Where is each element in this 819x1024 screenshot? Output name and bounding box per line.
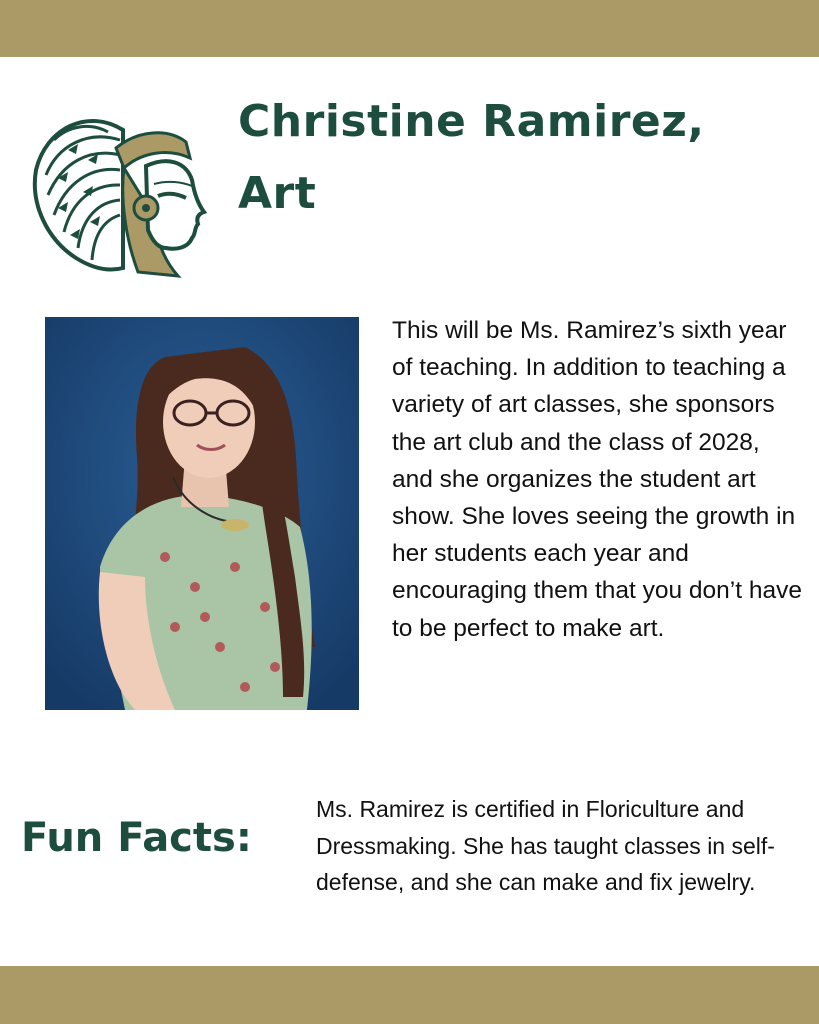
teacher-portrait-photo (45, 317, 359, 710)
bio-paragraph: This will be Ms. Ramirez’s sixth year of teaching. In addition to teaching a variety of art classes, she sponsors the art club and the class of 2028, and she organizes the student art show. She loves seeing the growth in her students each year and encouraging them that you don’t have to be perfect to make art. (392, 317, 802, 642)
title-subject-line: Art (238, 168, 317, 219)
fun-facts-heading: Fun Facts: (21, 815, 252, 861)
top-gold-band (0, 0, 819, 57)
fun-facts-text: Ms. Ramirez is certified in Floriculture and Dressmaking. She has taught classes in self-defense, and she can make and fix jewelry. (316, 796, 775, 895)
headdress-mascot-icon (28, 100, 208, 280)
page-title (238, 86, 818, 230)
bottom-gold-band (0, 966, 819, 1024)
title-name-line: Christine Ramirez, (238, 96, 705, 147)
